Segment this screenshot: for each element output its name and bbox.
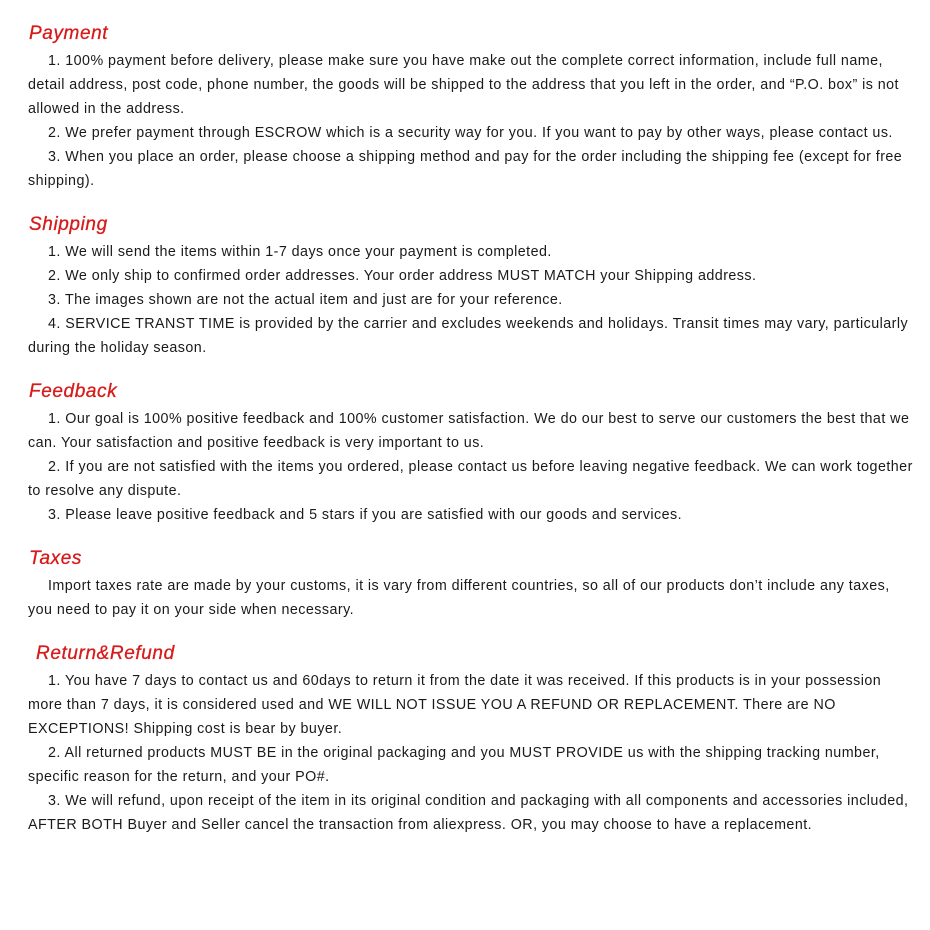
payment-item-2: 2. We prefer payment through ESCROW which is a security way for you. If you want to pay by other ways, please contact us. [48, 125, 893, 141]
payment-item-1: 1. 100% payment before delivery, please make sure you have make out the complete correct information, include full name, detail address, post code, phone number, the goods will be shipped to the address that you left in the order, and “P.O. box” is not allowed in the address. [28, 53, 899, 117]
return-refund-section [28, 642, 918, 837]
payment-item-3: 3. When you place an order, please choose a shipping method and pay for the order including the shipping fee (except for free shipping). [28, 149, 903, 189]
shipping-item-1: 1. We will send the items within 1-7 days once your payment is completed. [48, 244, 552, 260]
shipping-section [28, 213, 918, 360]
taxes-item-1: Import taxes rate are made by your customs, it is vary from different countries, so all of our products don’t include any taxes, you need to pay it on your side when necessary. [28, 578, 890, 618]
return-refund-item-2: 2. All returned products MUST BE in the original packaging and you MUST PROVIDE us with the shipping tracking number, specific reason for the return, and your PO#. [28, 745, 880, 785]
shipping-item-4: 4. SERVICE TRANST TIME is provided by the carrier and excludes weekends and holidays. Transit times may vary, particularly during the holiday season. [28, 316, 909, 356]
shipping-item-2: 2. We only ship to confirmed order addresses. Your order address MUST MATCH your Shipping address. [48, 268, 757, 284]
shipping-heading: Shipping [29, 214, 108, 235]
policy-document [28, 22, 918, 857]
feedback-section [28, 380, 918, 527]
payment-heading: Payment [29, 23, 109, 44]
taxes-section [28, 547, 918, 622]
feedback-item-1: 1. Our goal is 100% positive feedback and 100% customer satisfaction. We do our best to serve our customers the best that we can. Your satisfaction and positive feedback is very important to us. [28, 411, 910, 451]
taxes-heading: Taxes [29, 548, 82, 569]
shipping-item-3: 3. The images shown are not the actual item and just are for your reference. [48, 292, 563, 308]
return-refund-item-3: 3. We will refund, upon receipt of the item in its original condition and packaging with all components and accessories included, AFTER BOTH Buyer and Seller cancel the transaction from aliexpress. OR, you may choose to have a replacement. [28, 793, 909, 833]
return-refund-item-1: 1. You have 7 days to contact us and 60days to return it from the date it was received. If this products is in your possession more than 7 days, it is considered used and WE WILL NOT ISSUE YOU A REFUND OR REPLACEMENT. There are NO EXCEPTIONS! Shipping cost is bear by buyer. [28, 673, 882, 737]
feedback-item-2: 2. If you are not satisfied with the items you ordered, please contact us before leaving negative feedback. We can work together to resolve any dispute. [28, 459, 913, 499]
feedback-item-3: 3. Please leave positive feedback and 5 stars if you are satisfied with our goods and services. [48, 507, 683, 523]
return-refund-heading: Return&Refund [36, 643, 175, 664]
payment-section [28, 22, 918, 193]
feedback-heading: Feedback [29, 381, 118, 402]
